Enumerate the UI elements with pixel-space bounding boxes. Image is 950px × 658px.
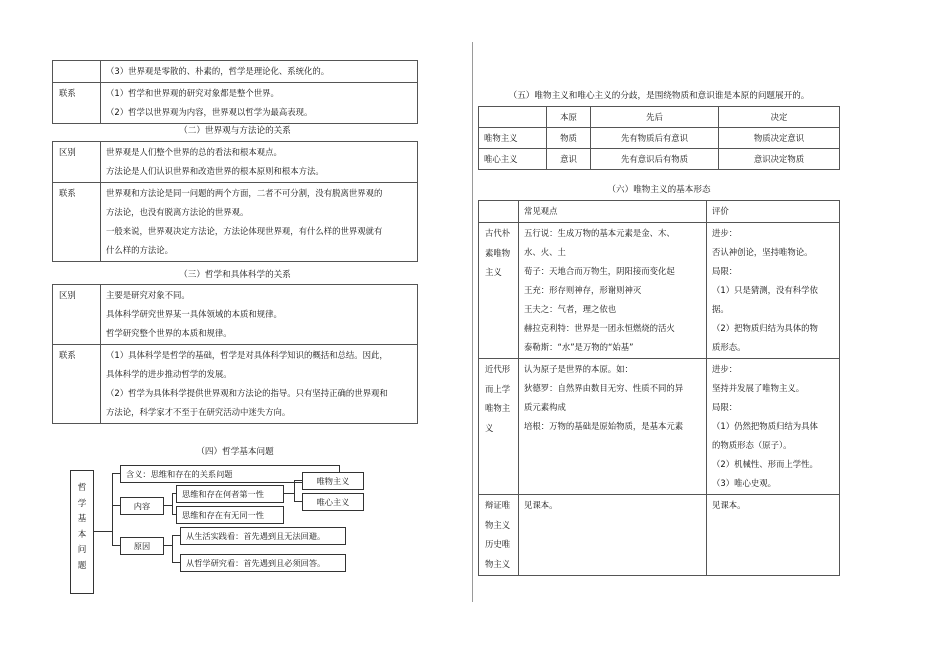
view-line: 泰勒斯：“水”是万物的“始基” — [524, 342, 634, 352]
connector — [164, 545, 172, 546]
eval-line: 进步： — [712, 364, 738, 374]
connector — [294, 480, 295, 502]
root-label: 哲 学 基 本 问 题 — [77, 483, 87, 571]
reason-research-box: 从哲学研究看：首先遇到且必须回答。 — [180, 554, 346, 572]
eval-line: （2）机械性、形而上学性。 — [712, 459, 818, 469]
qubie-line-2: 具体科学研究世界某一具体领域的本质和规律。 — [106, 309, 282, 319]
eval-line: （1）仍然把物质归结为具体 — [712, 421, 818, 431]
qubie-line-3: 哲学研究整个世界的本质和规律。 — [106, 328, 232, 338]
table-row — [479, 149, 840, 170]
header-cell: 常见观点 — [519, 201, 707, 223]
view-line: 赫拉克利特：世界是一团永恒燃烧的活火 — [524, 323, 675, 333]
table-cell: 意识 — [547, 149, 591, 170]
qubie-label: 区别 — [53, 142, 101, 183]
eval-line: 否认神创论，坚持唯物论。 — [712, 247, 813, 257]
lianxi-label: 联系 — [53, 83, 101, 124]
evaluation-ancient — [707, 223, 840, 359]
table-cell: 先有物质后有意识 — [591, 128, 719, 149]
qubie-line-2: 方法论是人们认识世界和改造世界的根本原则和根本方法。 — [106, 166, 324, 176]
common-views-modern — [519, 359, 707, 495]
eval-line: 局限： — [712, 266, 738, 276]
reason-box: 原因 — [120, 537, 164, 555]
view-line: 培根：万物的基础是原始物质，是基本元素 — [524, 421, 684, 431]
lianxi-label: 联系 — [53, 345, 101, 424]
eval-line: （1）只是猜测，没有科学依 — [712, 285, 818, 295]
label-line: 古代朴 — [485, 228, 511, 238]
lianxi-line-3: 一般来说，世界观决定方法论，方法论体现世界观，有什么样的世界观就有 — [106, 226, 383, 236]
root-box — [70, 470, 94, 594]
qubie-line-1: 世界观是人们整个世界的总的看法和根本观点。 — [106, 147, 282, 157]
table-cell: 物质 — [547, 128, 591, 149]
table-cell: 先有意识后有物质 — [591, 149, 719, 170]
table-row — [479, 495, 840, 576]
lianxi-label: 联系 — [53, 183, 101, 262]
lianxi-line-4: 什么样的方法论。 — [106, 245, 173, 255]
common-views-ancient — [519, 223, 707, 359]
connector — [294, 480, 302, 481]
connector — [112, 545, 120, 546]
label-line: 物主义 — [485, 519, 511, 530]
connector — [172, 535, 173, 563]
view-line: 荀子：天地合而万物生，阴阳接而变化起 — [524, 266, 675, 276]
lianxi-line-1: 世界观和方法论是同一问题的两个方面，二者不可分割，没有脱离世界观的 — [106, 188, 383, 198]
qubie-label: 区别 — [53, 285, 101, 345]
row-label-ancient — [479, 223, 519, 359]
right-page — [478, 0, 840, 658]
materialism-box: 唯物主义 — [302, 472, 364, 490]
lianxi-line-2: （2）哲学以世界观为内容，世界观以哲学为最高表现。 — [106, 107, 313, 117]
reason-practice-box: 从生活实践看：首先遇到且无法回避。 — [180, 527, 346, 545]
section-4-title: （四）哲学基本问题 — [196, 447, 274, 457]
label-line: 历史唯 — [485, 539, 511, 549]
connector — [172, 493, 173, 515]
eval-line: 质形态。 — [712, 342, 746, 352]
content-box: 内容 — [120, 497, 164, 515]
connector — [284, 493, 294, 494]
connector — [172, 535, 180, 536]
connector — [164, 505, 172, 506]
page-divider — [472, 42, 473, 602]
lianxi-line-3: （2）哲学为具体科学提供世界观和方法论的指导。只有坚持正确的世界观和 — [106, 388, 388, 398]
table-cell: 唯物主义 — [479, 128, 547, 149]
evaluation-modern — [707, 359, 840, 495]
identity-box: 思维和存在有无同一性 — [176, 506, 284, 524]
table-row — [479, 128, 840, 149]
label-line: 义 — [485, 422, 494, 433]
idealism-box: 唯心主义 — [302, 493, 364, 511]
first-nature-box: 思维和存在何者第一性 — [176, 485, 284, 503]
header-cell — [479, 201, 519, 223]
view-line: 王夫之：气者，理之依也 — [524, 304, 617, 314]
table-cell: 物质决定意识 — [719, 128, 840, 149]
section-5-title: （五）唯物主义和唯心主义的分歧，是围绕物质和意识谁是本原的问题展开的。 — [508, 91, 810, 101]
common-views-dialectical: 见课本。 — [519, 495, 707, 576]
view-line: 狄德罗：自然界由数目无穷、性质不同的异 — [524, 383, 684, 393]
table-header-row — [479, 201, 840, 223]
meaning-box: 含义：思维和存在的关系问题 — [120, 465, 340, 483]
row-label-modern — [479, 359, 519, 495]
table-materialism-idealism — [478, 106, 840, 170]
eval-line: （3）唯心史观。 — [712, 478, 776, 488]
eval-line: （2）把物质归结为具体的物 — [712, 323, 818, 333]
label-line: 唯物主 — [485, 403, 511, 413]
difference-line-3: （3）世界观是零散的、朴素的，哲学是理论化、系统化的。 — [101, 61, 418, 83]
table-row — [479, 223, 840, 359]
lianxi-line-4: 方法论，科学家才不至于在研究活动中迷失方向。 — [106, 407, 291, 417]
label-line: 素唯物 — [485, 247, 511, 258]
qubie-line-1: 主要是研究对象不同。 — [106, 290, 190, 300]
eval-line: 的物质形态（原子）。 — [712, 440, 792, 450]
table-cell: 意识决定物质 — [719, 149, 840, 170]
label-line: 近代形 — [485, 364, 511, 374]
connector — [94, 531, 112, 532]
table-materialism-forms — [478, 200, 840, 576]
label-line: 而上学 — [485, 383, 511, 394]
row-label-dialectical — [479, 495, 519, 576]
header-cell: 本原 — [547, 107, 591, 128]
eval-line: 进步： — [712, 228, 738, 238]
connector — [294, 501, 302, 502]
connector — [112, 473, 113, 546]
eval-line: 坚持并发展了唯物主义。 — [712, 383, 805, 393]
view-line: 认为原子是世界的本原。如： — [524, 364, 633, 374]
table-cell: 唯心主义 — [479, 149, 547, 170]
view-line: 王充：形存则神存，形谢则神灭 — [524, 285, 642, 295]
connector — [172, 562, 180, 563]
lianxi-line-2: 方法论，也没有脱离方法论的世界观。 — [106, 207, 249, 217]
header-cell: 决定 — [719, 107, 840, 128]
view-line: 水、火、土 — [524, 247, 566, 257]
lianxi-line-1: （1）哲学和世界观的研究对象都是整个世界。 — [106, 88, 279, 98]
label-line: 主义 — [485, 267, 502, 277]
table-row — [479, 359, 840, 495]
label-line: 辩证唯 — [485, 500, 511, 510]
label-line: 物主义 — [485, 558, 511, 569]
section-2-title: （二）世界观与方法论的关系 — [179, 126, 291, 136]
view-line: 质元素构成 — [524, 402, 566, 412]
lianxi-line-2: 具体科学的进步推动哲学的发展。 — [106, 369, 232, 379]
left-page — [52, 0, 418, 658]
header-cell: 先后 — [591, 107, 719, 128]
view-line: 五行说：生成万物的基本元素是金、木、 — [524, 228, 675, 238]
connector — [112, 473, 120, 474]
section-3-title: （三）哲学和具体科学的关系 — [179, 270, 291, 280]
header-cell: 评价 — [707, 201, 840, 223]
eval-line: 局限： — [712, 402, 738, 412]
lianxi-line-1: （1）具体科学是哲学的基础，哲学是对具体科学知识的概括和总结。因此， — [106, 350, 388, 360]
table-header-row — [479, 107, 840, 128]
connector — [112, 505, 120, 506]
basic-problem-diagram — [52, 0, 418, 658]
section-6-title: （六）唯物主义的基本形态 — [607, 185, 711, 195]
header-cell — [479, 107, 547, 128]
eval-line: 据。 — [712, 304, 729, 314]
evaluation-dialectical: 见课本。 — [707, 495, 840, 576]
